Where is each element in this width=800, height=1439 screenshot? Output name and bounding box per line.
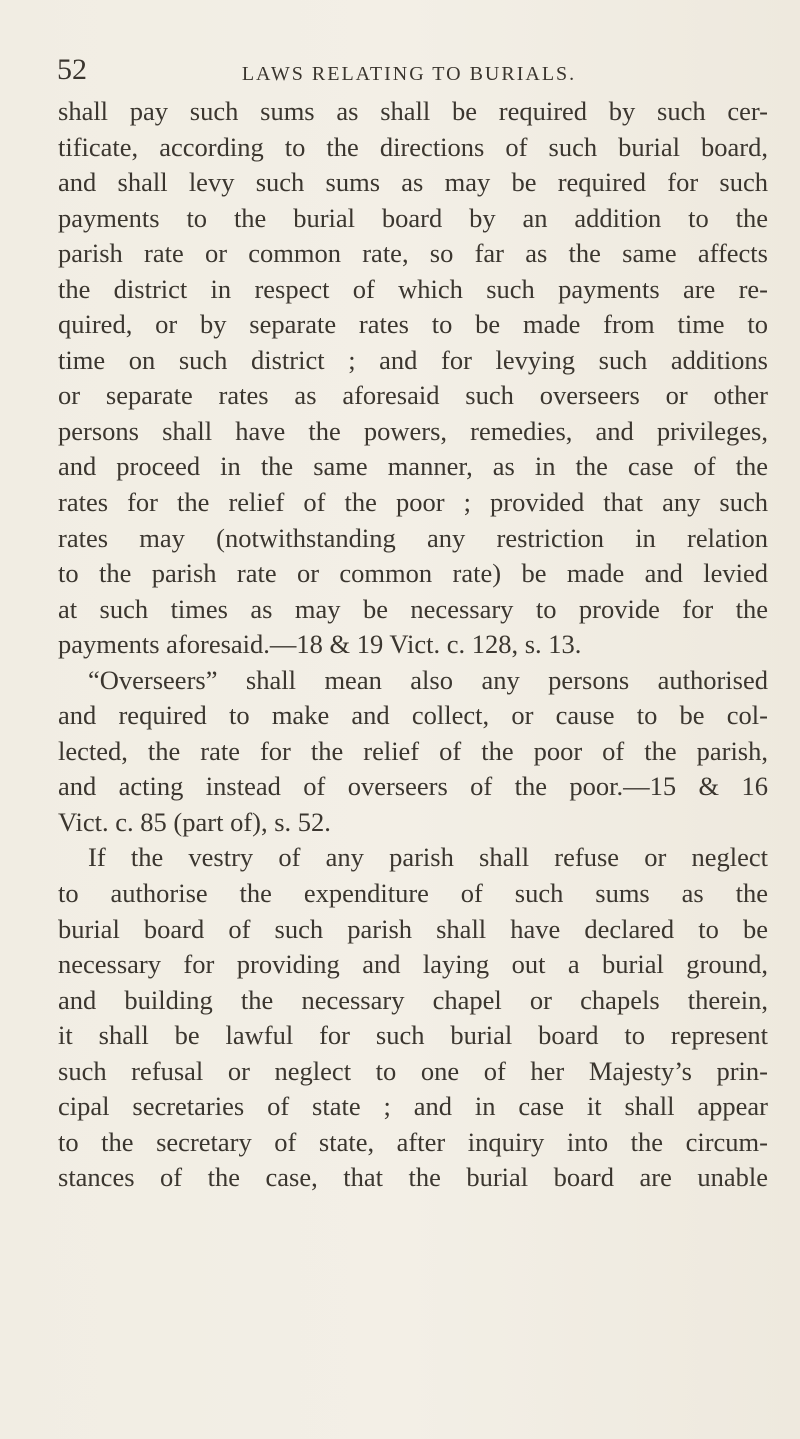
text-line: rates may (notwithstanding any restriction in relation <box>58 522 768 553</box>
text-line: time on such district ; and for levying such additions <box>58 344 768 375</box>
text-line: quired, or by separate rates to be made from time to <box>58 309 768 340</box>
text-line: to the parish rate or common rate) be made and levied <box>58 558 768 589</box>
text-line: the district in respect of which such payments are re- <box>58 273 768 304</box>
text-line: rates for the relief of the poor ; provided that any such <box>58 487 768 518</box>
text-line: stances of the case, that the burial board are unable <box>58 1162 768 1193</box>
text-line: parish rate or common rate, so far as the same affects <box>58 238 768 269</box>
text-line: or separate rates as aforesaid such overseers or other <box>58 380 768 411</box>
page-header <box>57 50 761 90</box>
text-line: to the secretary of state, after inquiry into the circum- <box>58 1126 768 1157</box>
running-head: LAWS RELATING TO BURIALS. <box>241 63 577 85</box>
text-line: Vict. c. 85 (part of), s. 52. <box>58 806 331 837</box>
text-line: and shall levy such sums as may be required for such <box>58 167 768 198</box>
text-line: to authorise the expenditure of such sums as the <box>58 878 768 909</box>
text-line: persons shall have the powers, remedies, and privileges, <box>58 415 768 446</box>
text-line: payments aforesaid.—18 & 19 Vict. c. 128, s. 13. <box>58 629 582 660</box>
text-line: “Overseers” shall mean also any persons authorised <box>88 664 768 695</box>
text-line: If the vestry of any parish shall refuse or neglect <box>88 842 768 873</box>
body-text <box>58 94 768 1196</box>
page-number: 52 <box>57 53 87 86</box>
text-line: burial board of such parish shall have declared to be <box>58 913 768 944</box>
text-line: cipal secretaries of state ; and in case it shall appear <box>58 1091 768 1122</box>
text-line: it shall be lawful for such burial board to represent <box>58 1020 768 1051</box>
text-line: payments to the burial board by an addition to the <box>58 202 768 233</box>
text-line: shall pay such sums as shall be required by such cer- <box>58 96 768 126</box>
text-line: tificate, according to the directions of such burial board, <box>58 131 768 162</box>
text-line: at such times as may be necessary to provide for the <box>58 593 768 624</box>
text-line: lected, the rate for the relief of the poor of the parish, <box>58 735 768 766</box>
text-line: such refusal or neglect to one of her Majesty’s prin- <box>58 1055 768 1086</box>
text-line: necessary for providing and laying out a burial ground, <box>58 949 768 980</box>
text-line: and required to make and collect, or cause to be col- <box>58 700 768 731</box>
text-line: and proceed in the same manner, as in the case of the <box>58 451 768 482</box>
text-line: and building the necessary chapel or chapels therein, <box>58 984 768 1015</box>
text-line: and acting instead of overseers of the poor.—15 & 16 <box>58 771 768 802</box>
